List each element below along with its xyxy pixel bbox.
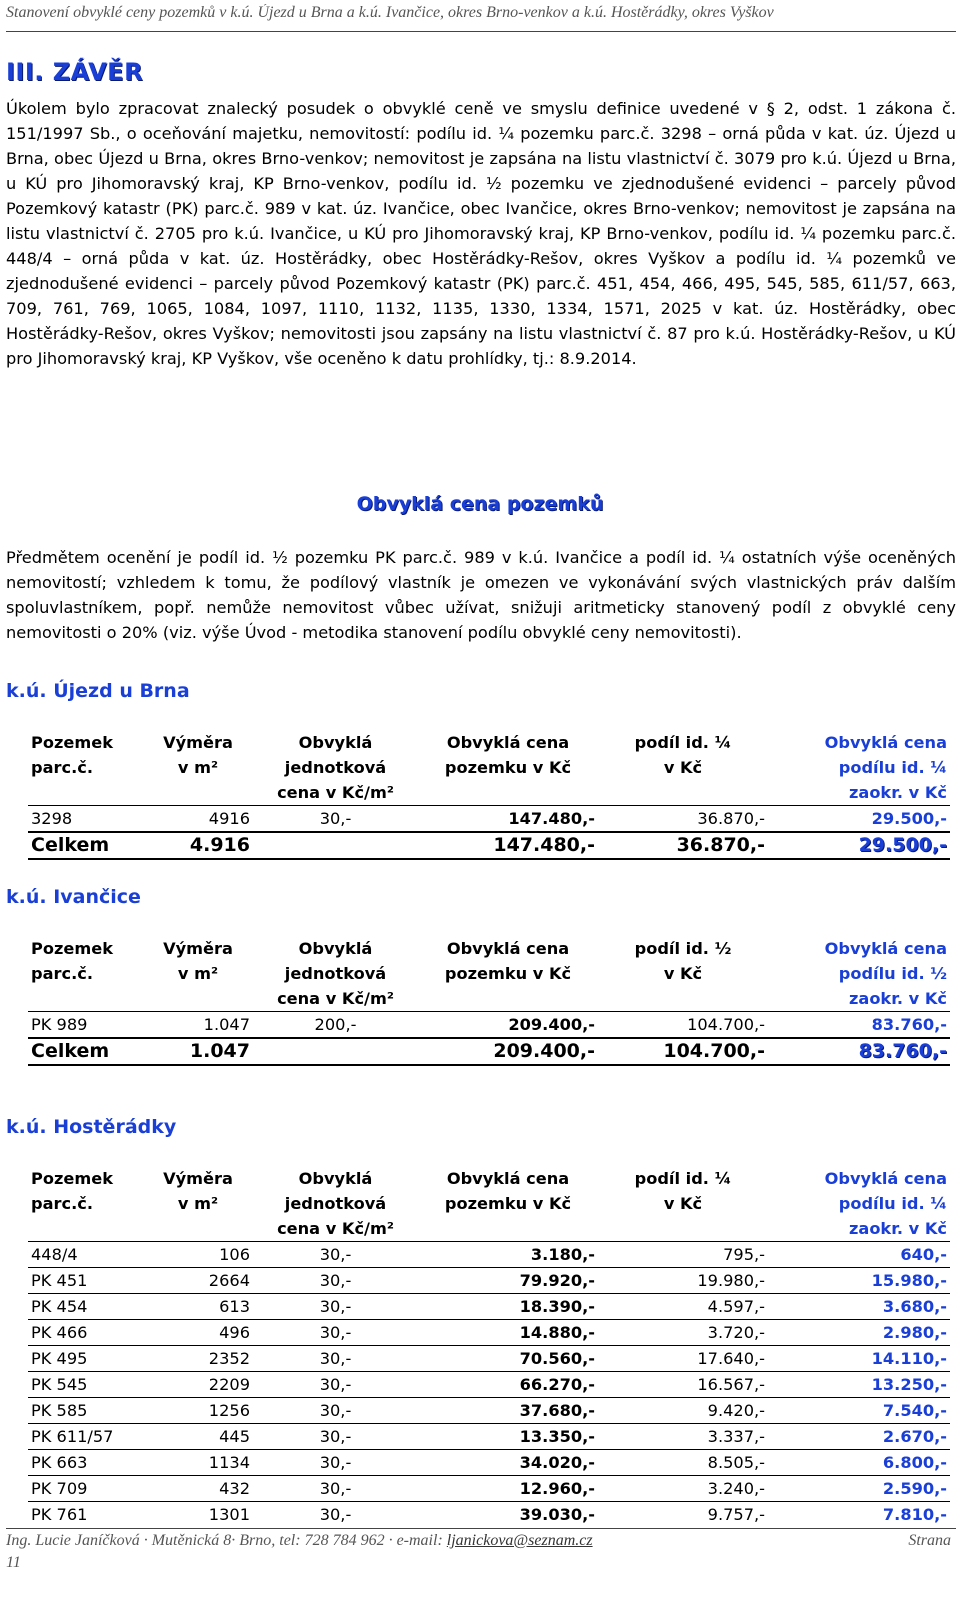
table-row [28,1242,950,1268]
intro-paragraph: Úkolem bylo zpracovat znalecký posudek o obvyklé ceně ve smyslu definice uvedené v § 2, odst. 1 zákona č. 151/1997 Sb., o oceňování majetku, nemovitostí: podílu id. ¼ pozemku parc.č. 3298 – orná půda v kat. úz. Újezd u Brna, obec Újezd u Brna, okres Brno-venkov; nemovitost je zapsána na listu vlastnictví č. 3079 pro k.ú. Újezd u Brna, u KÚ pro Jihomoravský kraj, KP Brno-venkov, podílu id. ½ pozemku ve zjednodušené evidenci – parcely původ Pozemkový katastr (PK) parc.č. 989 v kat. úz. Ivančice, obec Ivančice, okres Brno-venkov; nemovitost je zapsána na listu vlastnictví č. 2705 pro k.ú. Ivančice, u KÚ pro Jihomoravský kraj, KP Brno-venkov, podílu id. ¼ pozemku parc.č. 448/4 – orná půda v kat. úz. Hostěrádky, obec Hostěrádky-Rešov, okres Vyškov a podílu id. ¼ pozemků ve zjednodušené evidenci – parcely původ Pozemkový katastr (PK) parc.č. 451, 454, 466, 495, 545, 585, 611/57, 663, 709, 761, 769, 1065, 1084, 1097, 1110, 1132, 1135, 1330, 1334, 1571, 2025 v kat. úz. Hostěrádky, obec Hostěrádky-Rešov, okres Vyškov; nemovitosti jsou zapsány na listu vlastnictví č. 87 pro k.ú. Hostěrádky-Rešov, u KÚ pro Jihomoravský kraj, KP Vyškov, vše oceněno k datu prohlídky, tj.: 8.9.2014. [6,99,956,368]
cell-share: 9.757,- [598,1502,768,1528]
table-row [28,1012,950,1039]
total-label: Celkem [28,832,143,859]
table-row [28,1398,950,1424]
cell-share-rounded: 2.590,- [768,1476,950,1502]
cell-area: 1256 [143,1398,253,1424]
cell-share: 36.870,- [598,806,768,833]
table-row [28,1346,950,1372]
cell-area: 2209 [143,1372,253,1398]
cell-share-rounded: 2.670,- [768,1424,950,1450]
cell-unit-price: 30,- [253,1502,418,1528]
cell-unit-price: 30,- [253,1320,418,1346]
cell-share: 3.720,- [598,1320,768,1346]
header-share: podíl id. ½ v Kč [598,936,768,1012]
header-divider [6,31,956,32]
cell-area: 1.047 [143,1012,253,1039]
header-area: Výměra v m² [143,1166,253,1242]
total-share-rounded: 83.760,- [768,1038,950,1065]
cell-share: 104.700,- [598,1012,768,1039]
header-share-rounded: Obvyklá cena podílu id. ¼ zaokr. v Kč [768,1166,950,1242]
cell-share-rounded: 15.980,- [768,1268,950,1294]
cell-land-price: 70.560,- [418,1346,598,1372]
table-row [28,1450,950,1476]
heading-hosteradky: k.ú. Hostěrádky [6,1116,177,1138]
table-row [28,1502,950,1528]
header-land-price: Obvyklá cena pozemku v Kč [418,730,598,806]
header-parcel: Pozemek parc.č. [28,1166,143,1242]
cell-share-rounded: 640,- [768,1242,950,1268]
total-land-price: 147.480,- [418,832,598,859]
cell-unit-price: 30,- [253,1372,418,1398]
header-parcel: Pozemek parc.č. [28,936,143,1012]
heading-ujezd: k.ú. Újezd u Brna [6,680,190,702]
cell-parcel: PK 709 [28,1476,143,1502]
cell-share: 3.240,- [598,1476,768,1502]
cell-area: 4916 [143,806,253,833]
total-share-rounded: 29.500,- [768,832,950,859]
cell-land-price: 66.270,- [418,1372,598,1398]
cell-parcel: 448/4 [28,1242,143,1268]
total-label: Celkem [28,1038,143,1065]
header-area: Výměra v m² [143,936,253,1012]
cell-parcel: 3298 [28,806,143,833]
cell-land-price: 12.960,- [418,1476,598,1502]
footer-divider [6,1528,956,1529]
cell-unit-price: 30,- [253,1268,418,1294]
header-unit-price: Obvyklá jednotková cena v Kč/m² [253,936,418,1012]
header-share: podíl id. ¼ v Kč [598,1166,768,1242]
cell-parcel: PK 989 [28,1012,143,1039]
cell-area: 2664 [143,1268,253,1294]
page-footer [6,1530,951,1574]
table-row [28,1294,950,1320]
cell-parcel: PK 585 [28,1398,143,1424]
total-share: 36.870,- [598,832,768,859]
cell-unit-price: 30,- [253,1242,418,1268]
footer-email-link[interactable]: ljanickova@seznam.cz [446,1532,593,1549]
cell-unit-price: 30,- [253,1450,418,1476]
cell-unit-price: 30,- [253,806,418,833]
cell-land-price: 18.390,- [418,1294,598,1320]
cell-area: 1301 [143,1502,253,1528]
cell-share-rounded: 13.250,- [768,1372,950,1398]
heading-ivancice: k.ú. Ivančice [6,886,141,908]
cell-area: 2352 [143,1346,253,1372]
running-header: Stanovení obvyklé ceny pozemků v k.ú. Újezd u Brna a k.ú. Ivančice, okres Brno-venkov a k.ú. Hostěrádky, okres Vyškov [6,4,774,21]
cell-share: 17.640,- [598,1346,768,1372]
cell-area: 1134 [143,1450,253,1476]
cell-parcel: PK 466 [28,1320,143,1346]
table-row [28,806,950,833]
cell-land-price: 14.880,- [418,1320,598,1346]
header-parcel: Pozemek parc.č. [28,730,143,806]
header-land-price: Obvyklá cena pozemku v Kč [418,1166,598,1242]
header-unit-price: Obvyklá jednotková cena v Kč/m² [253,730,418,806]
table-ujezd [28,730,950,860]
header-share-rounded: Obvyklá cena podílu id. ¼ zaokr. v Kč [768,730,950,806]
cell-land-price: 209.400,- [418,1012,598,1039]
cell-share-rounded: 83.760,- [768,1012,950,1039]
total-land-price: 209.400,- [418,1038,598,1065]
subject-paragraph: Předmětem ocenění je podíl id. ½ pozemku PK parc.č. 989 v k.ú. Ivančice a podíl id. ¼ ostatních výše oceněných nemovitostí; vzhledem k tomu, že podílový vlastník je omezen ve vykonávání svých vlastnických práv dalším spoluvlastníkem, popř. nemůže nemovitost vůbec užívat, snižuji aritmeticky stanovený podíl z obvyklé ceny nemovitosti o 20% (viz. výše Úvod - metodika stanovení podílu obvyklé ceny nemovitosti). [6,548,956,642]
cell-land-price: 13.350,- [418,1424,598,1450]
cell-share-rounded: 6.800,- [768,1450,950,1476]
cell-unit-price: 30,- [253,1424,418,1450]
cell-share-rounded: 3.680,- [768,1294,950,1320]
cell-share-rounded: 2.980,- [768,1320,950,1346]
section-title: III. ZÁVĚR [6,58,144,86]
table-hosteradky [28,1166,950,1527]
header-unit-price: Obvyklá jednotková cena v Kč/m² [253,1166,418,1242]
cell-unit-price: 30,- [253,1346,418,1372]
cell-area: 432 [143,1476,253,1502]
cell-land-price: 37.680,- [418,1398,598,1424]
table-row [28,1320,950,1346]
cell-parcel: PK 451 [28,1268,143,1294]
cell-unit-price: 30,- [253,1398,418,1424]
cell-share-rounded: 7.540,- [768,1398,950,1424]
total-unit-price [253,832,418,859]
cell-parcel: PK 454 [28,1294,143,1320]
cell-share: 795,- [598,1242,768,1268]
table-row [28,1424,950,1450]
cell-land-price: 3.180,- [418,1242,598,1268]
cell-area: 106 [143,1242,253,1268]
cell-unit-price: 30,- [253,1476,418,1502]
total-unit-price [253,1038,418,1065]
table-row [28,1372,950,1398]
cell-land-price: 39.030,- [418,1502,598,1528]
cell-parcel: PK 545 [28,1372,143,1398]
cell-area: 445 [143,1424,253,1450]
cell-share: 3.337,- [598,1424,768,1450]
table-ivancice [28,936,950,1066]
total-area: 4.916 [143,832,253,859]
table-header-row [28,730,950,806]
cell-parcel: PK 761 [28,1502,143,1528]
cell-land-price: 79.920,- [418,1268,598,1294]
table-row [28,1476,950,1502]
subtitle: Obvyklá cena pozemků [356,493,604,515]
cell-share-rounded: 14.110,- [768,1346,950,1372]
table-row [28,1268,950,1294]
cell-share-rounded: 7.810,- [768,1502,950,1528]
footer-author: Ing. Lucie Janíčková · Mutěnická 8· Brno, tel: 728 784 962 · e-mail: [6,1532,447,1549]
cell-area: 613 [143,1294,253,1320]
cell-share: 8.505,- [598,1450,768,1476]
cell-share: 19.980,- [598,1268,768,1294]
page-label: Strana [908,1532,951,1549]
cell-share: 16.567,- [598,1372,768,1398]
header-share-rounded: Obvyklá cena podílu id. ½ zaokr. v Kč [768,936,950,1012]
table-total-row [28,1038,950,1065]
cell-unit-price: 30,- [253,1294,418,1320]
table-header-row [28,1166,950,1242]
cell-land-price: 34.020,- [418,1450,598,1476]
cell-area: 496 [143,1320,253,1346]
page-number: 11 [6,1554,21,1571]
table-total-row [28,832,950,859]
total-area: 1.047 [143,1038,253,1065]
header-land-price: Obvyklá cena pozemku v Kč [418,936,598,1012]
cell-parcel: PK 663 [28,1450,143,1476]
cell-share-rounded: 29.500,- [768,806,950,833]
cell-land-price: 147.480,- [418,806,598,833]
cell-parcel: PK 611/57 [28,1424,143,1450]
total-share: 104.700,- [598,1038,768,1065]
header-area: Výměra v m² [143,730,253,806]
cell-unit-price: 200,- [253,1012,418,1039]
header-share: podíl id. ¼ v Kč [598,730,768,806]
cell-share: 4.597,- [598,1294,768,1320]
table-header-row [28,936,950,1012]
cell-share: 9.420,- [598,1398,768,1424]
cell-parcel: PK 495 [28,1346,143,1372]
